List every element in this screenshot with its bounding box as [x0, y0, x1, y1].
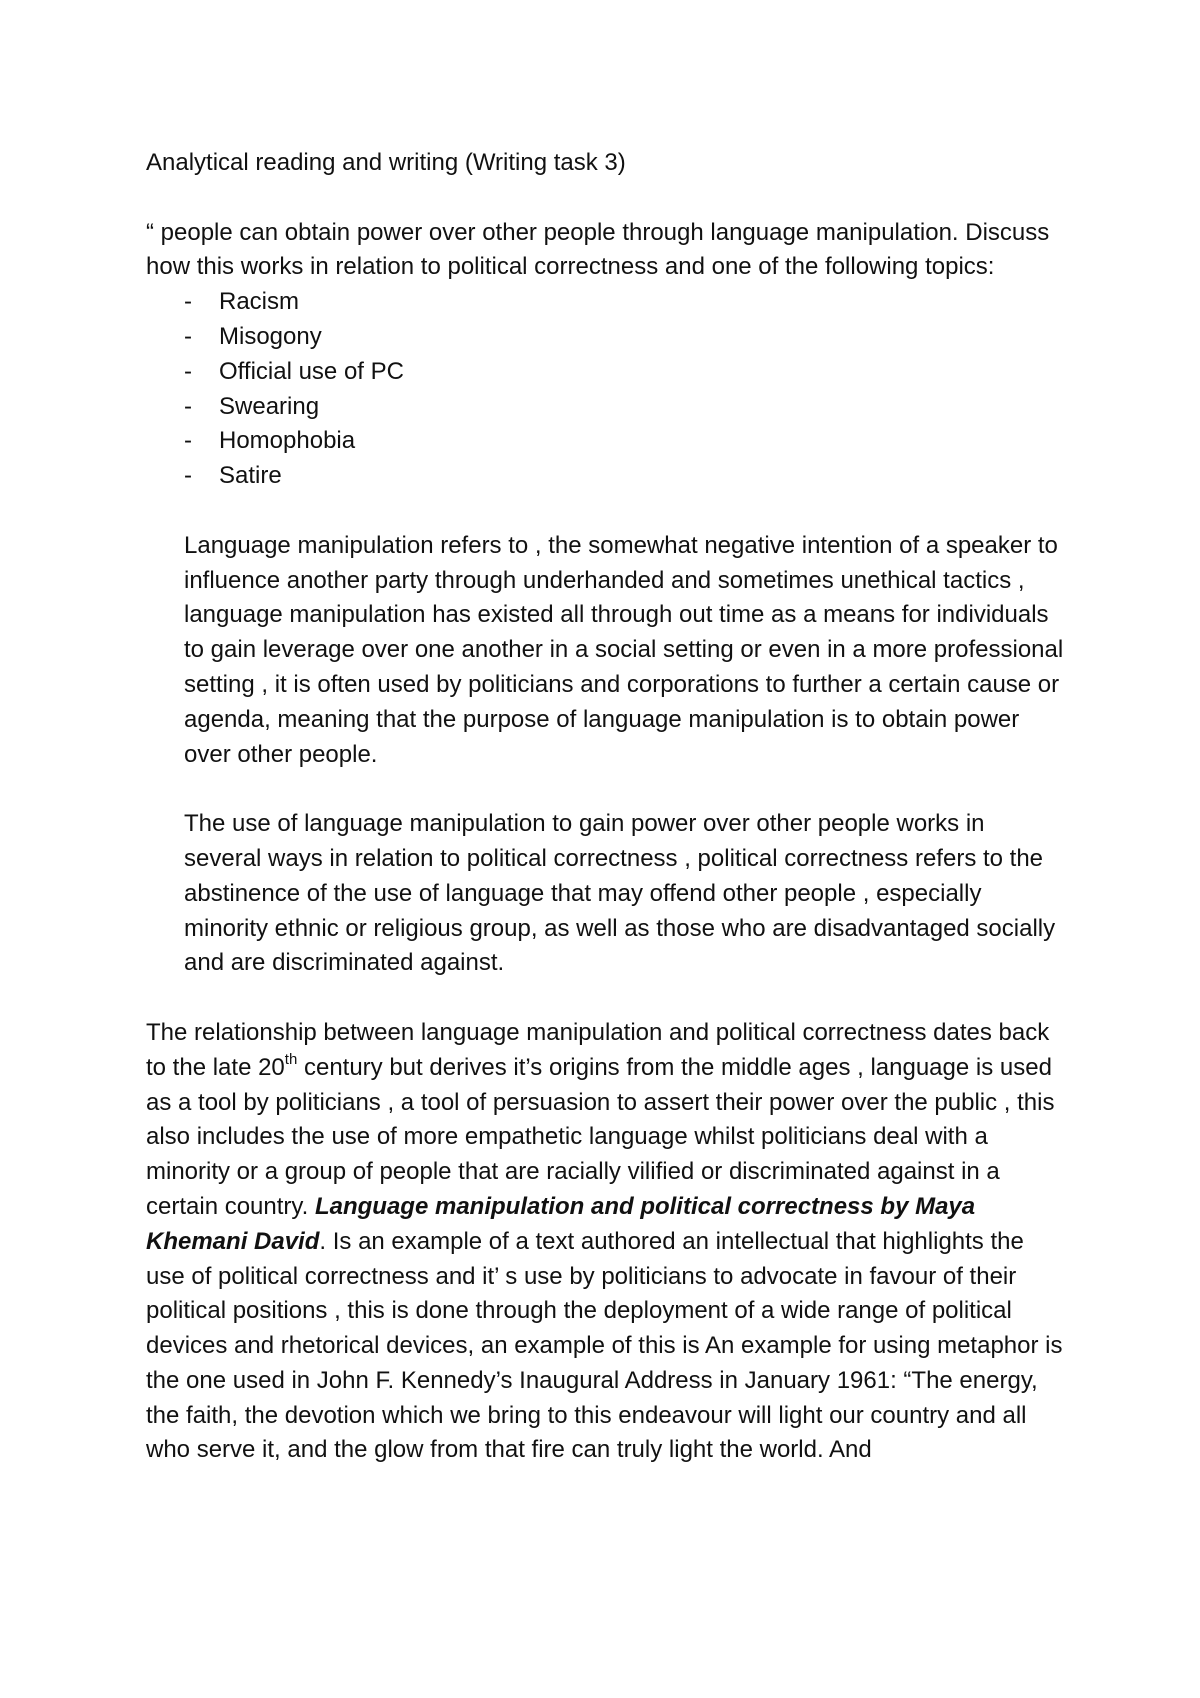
blank-line	[146, 181, 1066, 216]
list-item	[146, 459, 1066, 494]
topic-label: Misogony	[219, 322, 322, 350]
list-bullet: -	[184, 322, 192, 350]
paragraph-text: . Is an example of a text authored an intellectual that highlights the use of political correctness and it’ s use by politicians to advocate in favour of their political positions , this is done through the deployment of a wide range of political devices and rhetorical devices, an example of this is An example for using metaphor is the one used in John F. Kennedy’s Inaugural Address in January 1961: “The energy, the faith, the devotion which we bring to this endeavour will light our country and all who serve it, and the glow from that fire can truly light the world. And	[146, 1227, 1063, 1464]
list-item	[146, 320, 1066, 355]
list-item	[146, 285, 1066, 320]
essay-prompt: “ people can obtain power over other people through language manipulation. Discuss how this works in relation to political correctness and one of the following topics:	[146, 218, 1050, 281]
list-bullet: -	[184, 392, 192, 420]
paragraph-relationship	[146, 1016, 1066, 1468]
document-body	[146, 146, 1066, 1468]
ordinal-superscript: th	[284, 1050, 298, 1068]
topic-label: Racism	[219, 288, 300, 316]
paragraph-political-correctness: The use of language manipulation to gain power over other people works in several ways in relation to political correctness , political correctness refers to the abstinence of the use of language that may offend other people , especially minority ethnic or religious group, as well as those who are disadvantaged socially and are discriminated against.	[184, 810, 1056, 977]
blank-line	[146, 772, 1066, 807]
blank-line	[146, 494, 1066, 529]
topic-label: Swearing	[219, 392, 320, 420]
list-item	[146, 390, 1066, 425]
list-bullet: -	[184, 288, 192, 316]
topic-label: Homophobia	[219, 427, 356, 455]
topic-label: Official use of PC	[219, 357, 404, 385]
paragraph-definition: Language manipulation refers to , the somewhat negative intention of a speaker to influence another party through underhanded and sometimes unethical tactics , language manipulation has existed all through out time as a means for individuals to gain leverage over one another in a social setting or even in a more professional setting , it is often used by politicians and corporations to further a certain cause or agenda, meaning that the purpose of language manipulation is to obtain power over other people.	[184, 531, 1064, 768]
blank-line	[146, 981, 1066, 1016]
list-bullet: -	[184, 462, 192, 490]
list-bullet: -	[184, 427, 192, 455]
paragraph-text: century but derives it’s origins from the middle ages , language is used as a tool by politicians , a tool of persuasion to assert their power over the public , this also includes the use of more empathetic language whilst politicians deal with a minority or a group of people that are racially vilified or discriminated against in a certain country.	[146, 1053, 1055, 1220]
topic-list	[146, 285, 1066, 494]
citation-title: Language manipulation and political correctness by Maya Khemani David	[146, 1192, 976, 1255]
document-title: Analytical reading and writing (Writing task 3)	[146, 149, 626, 176]
topic-label: Satire	[219, 462, 282, 490]
list-item	[146, 424, 1066, 459]
list-item	[146, 355, 1066, 390]
list-bullet: -	[184, 357, 192, 385]
paragraph-text: The relationship between language manipulation and political correctness dates back to the late 20	[146, 1018, 1050, 1081]
